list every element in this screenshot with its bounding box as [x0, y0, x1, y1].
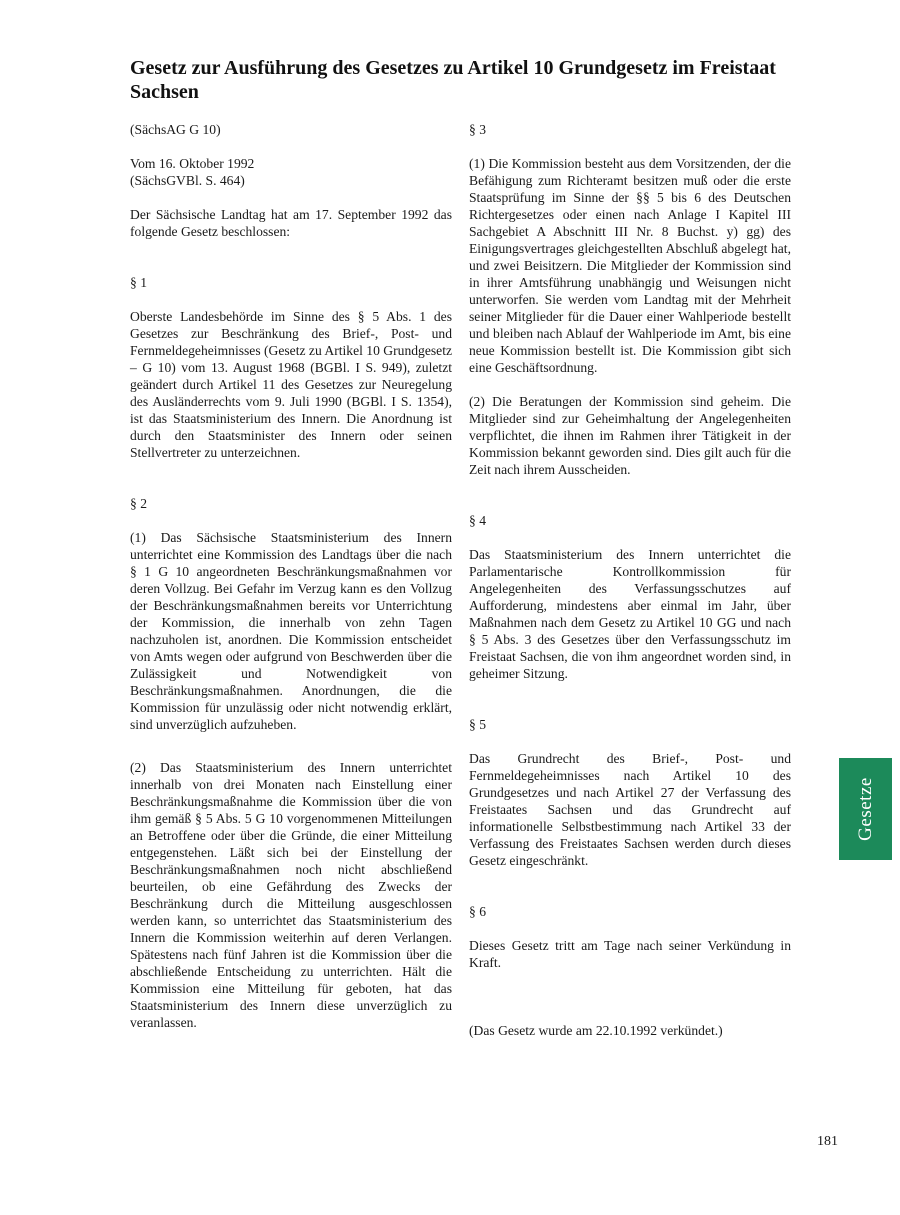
spacer — [469, 733, 791, 750]
spacer — [130, 189, 452, 206]
left-column — [130, 121, 452, 1031]
section-4-text: Das Staatsministerium des Innern unterrichtet die Parlamentarische Kontrollkommission für Angelegenheiten des Verfassungsschutzes auf Aufforderung, mindestens aber einmal im Jahr, über Maßnahmen nach dem Gesetz zu Artikel 10 GG und nach § 5 Abs. 3 des Gesetzes über den Verfassungsschutz im Freistaat Sachsen, die von ihm angeordnet worden sind, in geheimer Sitzung. — [469, 547, 791, 681]
date-line: Vom 16. Oktober 1992 — [130, 156, 255, 171]
spacer — [130, 291, 452, 308]
promulgation-note: (Das Gesetz wurde am 22.10.1992 verkündet.) — [469, 1023, 723, 1038]
spacer — [469, 1005, 791, 1022]
page-number: 181 — [817, 1134, 838, 1149]
spacer — [469, 869, 791, 903]
preamble: Der Sächsische Landtag hat am 17. September 1992 das folgende Gesetz beschlossen: — [130, 207, 452, 239]
spacer — [469, 478, 791, 512]
law-abbreviation: (SächsAG G 10) — [130, 122, 221, 137]
section-4-heading: § 4 — [469, 513, 486, 528]
page-title: Gesetz zur Ausführung des Gesetzes zu Artikel 10 Grundgesetz im Freistaat Sachsen — [130, 57, 776, 103]
section-1-heading: § 1 — [130, 275, 147, 290]
spacer — [469, 529, 791, 546]
section-5-heading: § 5 — [469, 717, 486, 732]
section-3-heading: § 3 — [469, 122, 486, 137]
spacer — [469, 138, 791, 155]
spacer — [469, 971, 791, 1005]
section-6-text: Dieses Gesetz tritt am Tage nach seiner Verkündung in Kraft. — [469, 938, 791, 970]
section-2-paragraph-1: (1) Das Sächsische Staatsministerium des Innern unterrichtet eine Kommission des Landtags über die nach § 1 G 10 angeordneten Beschränkungsmaßnahmen vor deren Vollzug. Bei Gefahr im Verzug kann es den Vollzug der Beschränkungsmaßnahmen bereits vor Unterrichtung der Kommission, die innerhalb von zehn Tagen nachzuholen ist, anordnen. Die Kommission entscheidet von Amts wegen oder aufgrund von Beschwerden über die Zulässigkeit und Notwendigkeit von Beschränkungsmaßnahmen. Anordnungen, die die Kommission für unzulässig oder nicht notwendig erklärt, sind unverzüglich aufzuheben. — [130, 530, 452, 732]
right-column — [469, 121, 791, 1039]
source-line: (SächsGVBl. S. 464) — [130, 173, 245, 188]
section-tab-label: Gesetze — [854, 777, 876, 841]
section-3-paragraph-1: (1) Die Kommission besteht aus dem Vorsitzenden, der die Befähigung zum Richteramt besitzen muß oder die erste Staatsprüfung im Sinne der §§ 5 bis 6 des Deutschen Richtergesetzes oder einen nach Anlage I Kapitel III Sachgebiet A Abschnitt III Nr. 8 Buchst. y) gg) des Einigungsvertrages gleichgestellten Abschluß abgelegt hat, und zwei Beisitzern. Die Mitglieder der Kommission sind in ihrer Amtsführung unabhängig und Weisungen nicht unterworfen. Sie werden vom Landtag mit der Mehrheit seiner Mitglieder für die Dauer einer Wahlperiode bestellt und bleiben nach Ablauf der Wahlperiode im Amt, bis eine neue Kommission bestellt ist. Die Kommission gibt sich eine Geschäftsordnung. — [469, 156, 791, 375]
section-2-heading: § 2 — [130, 496, 147, 511]
spacer — [130, 240, 452, 274]
spacer — [469, 682, 791, 716]
spacer — [469, 376, 791, 393]
spacer — [130, 512, 452, 529]
spacer — [130, 138, 452, 155]
section-6-heading: § 6 — [469, 904, 486, 919]
section-3-paragraph-2: (2) Die Beratungen der Kommission sind geheim. Die Mitglieder sind zur Geheimhaltung der Angelegenheiten verpflichtet, die ihnen im Rahmen ihrer Tätigkeit in der Kommission bekannt geworden sind. Dies gilt auch für die Zeit nach ihrem Ausscheiden. — [469, 394, 791, 477]
section-1-text: Oberste Landesbehörde im Sinne des § 5 Abs. 1 des Gesetzes zur Beschränkung des Brief-, Post- und Fernmeldegeheimnisses (Gesetz zu Artikel 10 Grundgesetz – G 10) vom 13. August 1968 (BGBl. I S. 949), zuletzt geändert durch Artikel 11 des Gesetzes zur Neuregelung des Ausländerrechts vom 9. Juli 1990 (BGBl. I S. 1354), ist das Staatsministerium des Innern. Die Anordnung ist durch den Staatsminister des Innern oder seinen Stellvertreter zu unterzeichnen. — [130, 309, 453, 460]
section-2-paragraph-2: (2) Das Staatsministerium des Innern unterrichtet innerhalb von drei Monaten nach Einstellung einer Beschränkungsmaßnahme die Kommission über die von ihm gemäß § 5 Abs. 5 G 10 vorgenommenen Mitteilungen an Betroffene oder über die Gründe, die einer Mitteilung entgegenstehen. Läßt sich bei der Einstellung der Beschränkungsmaßnahmen noch nicht abschließend beurteilen, ob eine Gefährdung des Zwecks der Beschränkung durch die Mitteilung ausgeschlossen werden kann, so unterrichtet das Staatsministerium des Innern die Kommission weiterhin auf deren Verlangen. Spätestens nach fünf Jahren ist die Kommission über die abschließende Entscheidung zu unterrichten. Hält die Kommission eine Mitteilung für geboten, hat das Staatsministerium des Innern diese unverzüglich zu veranlassen. — [130, 760, 452, 1030]
spacer — [469, 920, 791, 937]
spacer — [130, 733, 452, 759]
section-5-text: Das Grundrecht des Brief-, Post- und Fernmeldegeheimnisses nach Artikel 10 des Grundgesetzes und nach Artikel 27 der Verfassung des Freistaates Sachsen und das Grundrecht auf informationelle Selbstbestimmung nach Artikel 33 der Verfassung des Freistaates Sachsen werden durch dieses Gesetz eingeschränkt. — [469, 751, 791, 868]
spacer — [130, 461, 452, 495]
section-tab-gesetze[interactable] — [839, 758, 892, 860]
